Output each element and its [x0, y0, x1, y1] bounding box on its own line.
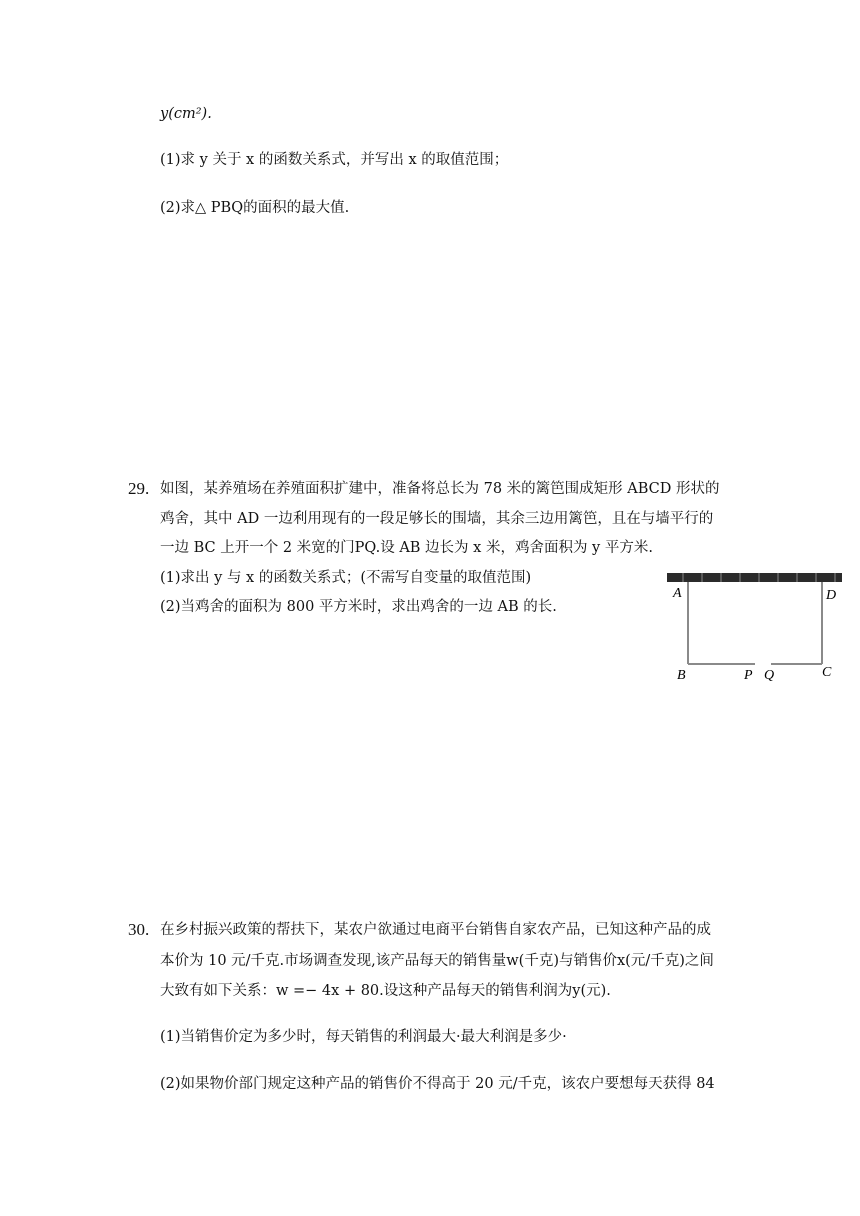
question-29-part-1: (1)求出 y 与 x 的函数关系式；(不需写自变量的取值范围)	[160, 570, 532, 586]
label-Q: Q	[764, 668, 775, 683]
question-30-part-1: (1)当销售价定为多少时，每天销售的利润最大·最大利润是多少·	[160, 1029, 567, 1045]
question-30-number: 30.	[128, 920, 150, 939]
label-A: A	[673, 586, 682, 601]
question-30-part-2: (2)如果物价部门规定这种产品的销售价不得高于 20 元/千克，该农户要想每天获得 84	[160, 1076, 715, 1092]
fence-lines	[688, 582, 822, 664]
previous-question-part-2: (2)求△ PBQ的面积的最大值.	[160, 200, 350, 216]
question-29-line-2: 鸡舍，其中 AD 一边利用现有的一段足够长的围墙，其余三边用篱笆，且在与墙平行的	[160, 511, 714, 527]
label-C: C	[822, 665, 832, 680]
label-B: B	[677, 668, 686, 683]
question-29-number: 29.	[128, 479, 150, 498]
question-29-line-3: 一边 BC 上开一个 2 米宽的门PQ.设 AB 边长为 x 米，鸡舍面积为 y 平方米.	[160, 540, 653, 556]
question-29-part-2: (2)当鸡舍的面积为 800 平方米时，求出鸡舍的一边 AB 的长.	[160, 599, 557, 615]
question-29-line-1: 如图，某养殖场在养殖面积扩建中，准备将总长为 78 米的篱笆围成矩形 ABCD 形状的	[160, 481, 720, 497]
continued-text-line: y(cm²).	[160, 106, 212, 122]
question-30-line-1: 在乡村振兴政策的帮扶下，某农户欲通过电商平台销售自家农产品，已知这种产品的成	[160, 922, 711, 938]
question-30-line-2: 本价为 10 元/千克.市场调查发现,该产品每天的销售量w(千克)与销售价x(元/千克)之间	[160, 953, 714, 969]
chicken-coop-figure-svg	[664, 570, 846, 685]
chicken-coop-diagram	[664, 570, 846, 685]
label-D: D	[826, 588, 837, 603]
label-P: P	[744, 668, 753, 683]
question-30-line-3: 大致有如下关系：w =− 4x + 80.设这种产品每天的销售利润为y(元).	[160, 983, 611, 999]
previous-question-part-1: (1)求 y 关于 x 的函数关系式，并写出 x 的取值范围；	[160, 152, 509, 168]
